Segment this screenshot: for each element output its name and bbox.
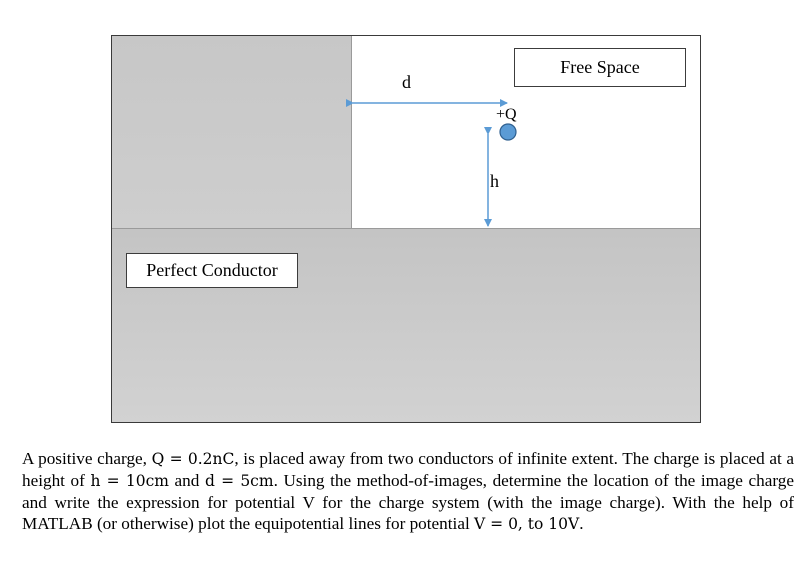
- problem-text-3: and: [168, 471, 205, 490]
- distance-value: d = 5cm: [204, 472, 274, 490]
- problem-statement: [22, 448, 794, 535]
- perfect-conductor-label: Perfect Conductor: [126, 253, 298, 288]
- charge-value: Q = 0.2nC: [151, 450, 235, 468]
- potential-range: V = 0, to 10V: [474, 515, 580, 533]
- height-value: h = 10cm: [90, 472, 169, 490]
- problem-text-4: . Using the method-of-images, determine the location of the image charge and write the expression for potential V for the charge system (with the image charge). With the help of MATLAB (or otherwise) plot the equipotential lines for potential: [22, 471, 794, 533]
- h-label: h: [490, 171, 499, 191]
- d-label: d: [402, 72, 411, 92]
- problem-text-5: .: [579, 514, 584, 533]
- problem-text-2: , is placed away from two conductors of infinite extent. The charge is placed at a height of: [22, 449, 794, 490]
- charge-label: +Q: [496, 106, 517, 123]
- charge-circle: [500, 124, 516, 140]
- free-space-label: Free Space: [514, 48, 686, 87]
- problem-text-1: A positive charge,: [22, 449, 152, 468]
